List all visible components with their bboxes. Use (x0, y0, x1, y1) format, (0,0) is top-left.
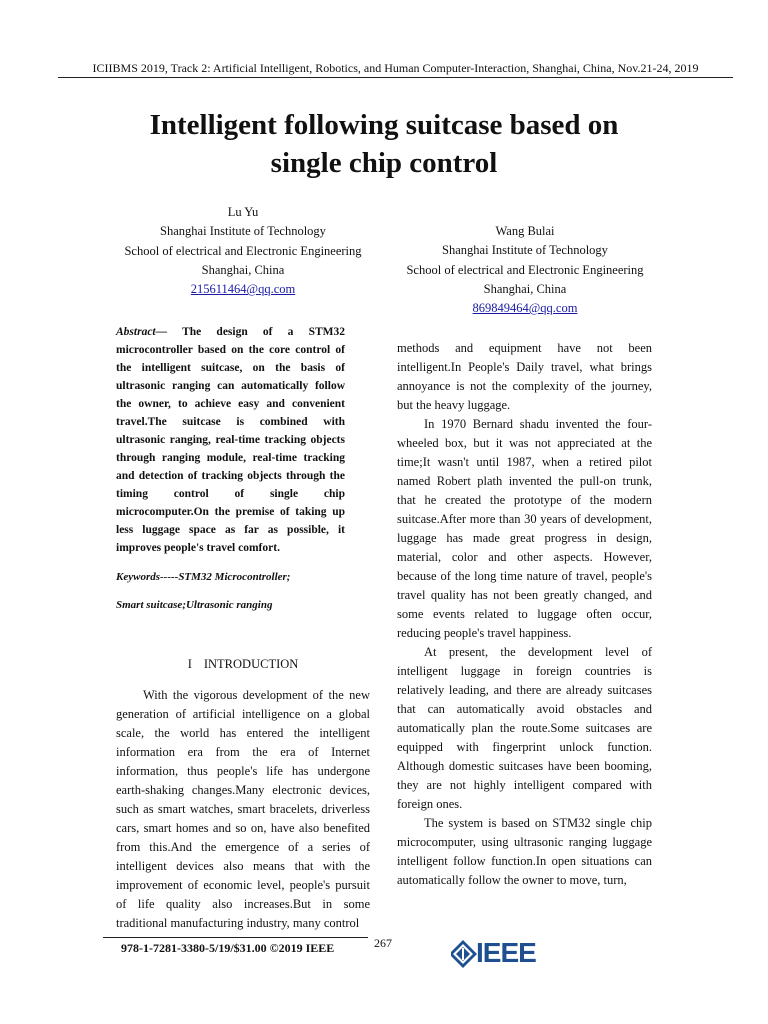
section-heading (116, 657, 370, 672)
isbn-copyright: 978-1-7281-3380-5/19/$31.00 ©2019 IEEE (121, 941, 335, 955)
right-column-body (397, 339, 652, 890)
keywords-line-2: Smart suitcase;Ultrasonic ranging (116, 599, 273, 611)
section-number: I (187, 657, 192, 671)
body-paragraph: In 1970 Bernard shadu invented the four-wheeled box, but it was not appreciated at the time;It wasn't until 1987, when a retired pilot named Robert plath invented the pull-on trunk, that he created the prototype of the modern suitcase.After more than 30 years of development, luggage has made great progress in design, material, color and other aspects. However, because of the long time nature of travel, people's travel quality has not been greatly changed, and some events related to luggage often occur, reducing people's travel happiness. (397, 417, 652, 640)
author-location: Shanghai, China (201, 262, 285, 277)
author-affiliation: Shanghai Institute of Technology (160, 224, 326, 239)
ieee-logo-text: IEEE (476, 937, 536, 968)
abstract-text: The design of a STM32 microcontroller based on the core control of the intelligent suitcase, on the basis of ultrasonic ranging can automatically follow the owner, to achieve easy and convenient travel.The suitcase is combined with ultrasonic ranging, real-time tracking objects through ranging module, real-time tracking and detection of tracking objects through the timing control of single chip microcomputer.On the premise of taking up less luggage space as far as possible, it improves people's travel comfort. (116, 326, 345, 554)
body-paragraph: With the vigorous development of the new generation of artificial intelligence on a global scale, the world has entered the intelligent information era from the era of Internet information, thus people's life has undergone earth-shaking changes.Many electronic devices, such as smart watches, smart bracelets, driverless cars, smart homes and so on, have also benefited from this.And the emergence of a series of intelligent devices also means that with the improvement of economic level, people's pursuit of life quality also increases.But in some traditional manufacturing industry, many control (116, 688, 370, 930)
body-paragraph: At present, the development level of intelligent luggage in foreign countries is relatively leading, and there are already suitcases that can automatically avoid obstacles and automatically plan the route.Some suitcases are equipped with fingerprint unlock function. Although domestic suitcases have been booming, they are not highly intelligent compared with foreign ones. (397, 645, 652, 811)
footer-rule (103, 937, 368, 938)
running-head: ICIIBMS 2019, Track 2: Artificial Intelligent, Robotics, and Human Computer-Interaction, Shanghai, China, Nov.21-24, 2019 (92, 61, 699, 75)
body-paragraph: The system is based on STM32 single chip microcomputer, using ultrasonic ranging luggage intelligent follow function.In open situations can automatically follow the owner to move, turn, (397, 816, 652, 887)
abstract (116, 323, 345, 557)
section-title: INTRODUCTION (203, 657, 299, 671)
author-block-2 (390, 222, 660, 318)
author-name: Wang Bulai (495, 224, 555, 238)
title-line-2: single chip control (270, 147, 498, 179)
author-name: Lu Yu (227, 205, 259, 219)
author-location: Shanghai, China (483, 281, 567, 296)
author-affiliation: Shanghai Institute of Technology (442, 243, 608, 258)
author-email-link[interactable]: 869849464@qq.com (472, 301, 578, 316)
author-department: School of electrical and Electronic Engineering (406, 262, 644, 277)
abstract-label: Abstract— (116, 326, 168, 338)
keywords-line-1: Keywords-----STM32 Microcontroller; (116, 571, 291, 583)
author-block-1 (108, 203, 378, 299)
author-department: School of electrical and Electronic Engineering (124, 243, 362, 258)
page-number: 267 (374, 936, 392, 950)
author-email-link[interactable]: 215611464@qq.com (190, 282, 296, 297)
header-rule (58, 77, 733, 78)
body-paragraph: methods and equipment have not been intelligent.In People's Daily travel, what brings annoyance is not the complexity of the journey, but the heavy luggage. (397, 341, 652, 412)
intro-body (116, 686, 370, 933)
title-line-1: Intelligent following suitcase based on (149, 109, 619, 141)
paper-title (80, 106, 688, 182)
